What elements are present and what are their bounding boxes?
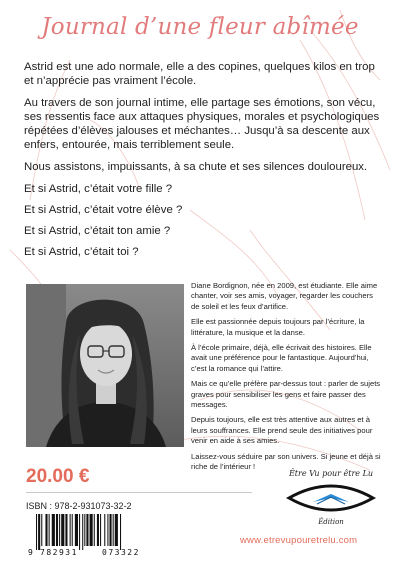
barcode-right-digits: 073322 — [102, 548, 140, 557]
blurb-question: Et si Astrid, c’était votre fille ? — [24, 183, 173, 195]
barcode-left-digits: 782931 — [40, 548, 78, 557]
barcode — [26, 513, 164, 557]
price-divider — [26, 492, 252, 493]
publisher-logo-top-text: Être Vu pour être Lu — [288, 469, 374, 478]
bio-paragraph: Elle est passionnée depuis toujours par l’écriture, la littérature, la musique et la danse. — [191, 317, 365, 337]
bio-paragraph: Depuis toujours, elle est très attentive aux autres et à leurs souffrances. Elle prend seule des initiatives pour venir en aide à ses amies. — [191, 415, 373, 446]
bio-paragraph: Diane Bordignon, née en 2009, est étudiante. Elle aime chanter, voir ses amis, voyager, regarder les couchers de soleil et les feux d’artifice. — [191, 281, 378, 311]
blurb-paragraph: Astrid est une ado normale, elle a des copines, quelques kilos en trop et n’apprécie pas vraiment l’école. — [24, 61, 375, 87]
author-photo — [26, 284, 184, 447]
blurb-paragraph: Nous assistons, impuissants, à sa chute et ses silences douloureux. — [24, 161, 368, 173]
back-cover-blurb — [24, 60, 380, 266]
barcode-lead-digit: 9 — [28, 548, 33, 557]
publisher-logo-bottom-text: Édition — [318, 518, 344, 526]
bio-paragraph: Mais ce qu’elle préfère par-dessus tout : parler de sujets graves pour sensibiliser les gens et faire passer des messages. — [191, 379, 381, 410]
price: 20.00 € — [26, 466, 90, 487]
publisher-logo — [283, 464, 379, 530]
book-title: Journal d’une fleur abîmée — [41, 14, 359, 40]
blurb-question: Et si Astrid, c’était votre élève ? — [24, 204, 183, 216]
publisher-website[interactable]: www.etrevupouretrelu.com — [240, 535, 358, 546]
author-bio — [191, 281, 381, 478]
blurb-paragraph: Au travers de son journal intime, elle partage ses émotions, son vécu, ses ressentis face aux attaques physiques, morales et psychologiques répétées d’élèves jalouses et méchantes… Jusqu’à sa descente aux enfers, entourée, mais terriblement seule. — [24, 97, 380, 151]
isbn: ISBN : 978-2-931073-32-2 — [26, 501, 132, 511]
bio-paragraph: Laissez-vous séduire par son univers. Si jeune et déjà si riche de l’intérieur ! — [191, 451, 381, 472]
blurb-question: Et si Astrid, c’était ton amie ? — [24, 225, 171, 237]
blurb-question: Et si Astrid, c’était toi ? — [24, 246, 139, 258]
bio-paragraph: À l’école primaire, déjà, elle écrivait des histoires. Elle avait une préférence pour le fantastique. Aujourd’hui, c’est la romance qui l’attire. — [191, 343, 372, 373]
